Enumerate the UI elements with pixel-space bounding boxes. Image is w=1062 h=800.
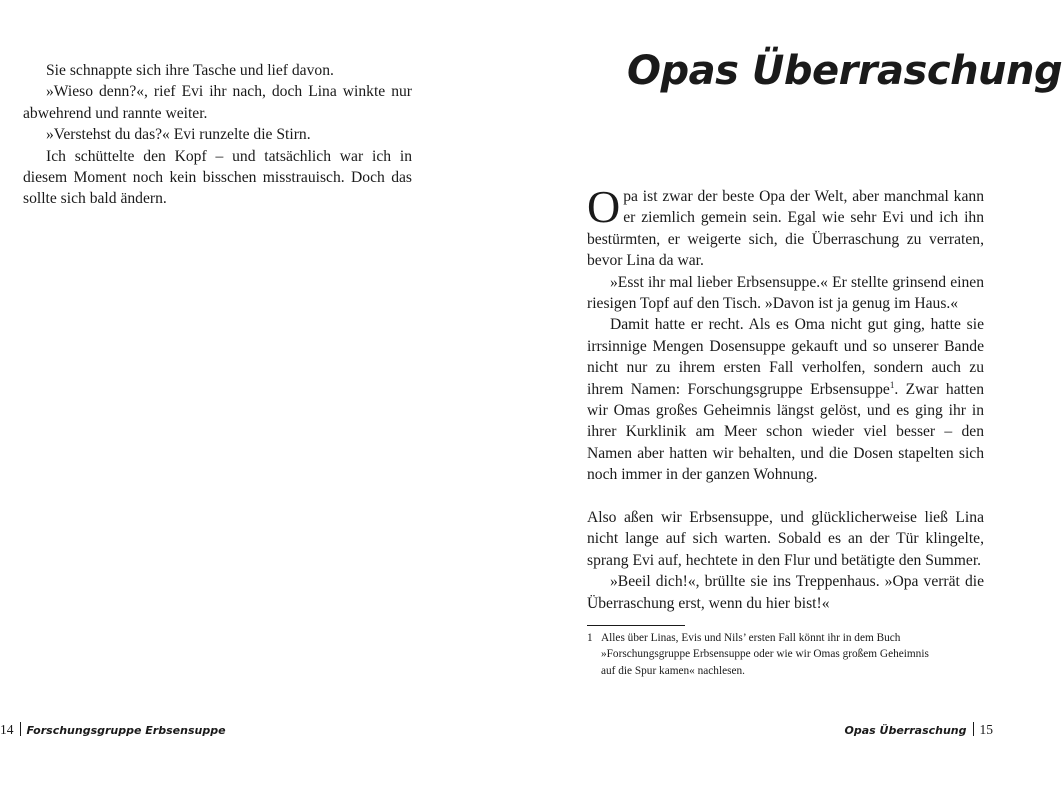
footnote-marker[interactable]: 1 [889, 379, 895, 390]
paragraph-text: pa ist zwar der beste Opa der Welt, aber manchmal kann er ziemlich gemein sein. Egal wie sehr Evi und ich ihn bestürmten, er weigerte sich, die Überraschung zu verraten, bevor Lina da war. [587, 188, 984, 270]
footer-divider [973, 722, 974, 736]
left-page-footer [0, 722, 226, 738]
paragraph: »Wieso denn?«, rief Evi ihr nach, doch Lina winkte nur abwehrend und rannte weiter. [23, 83, 412, 122]
chapter-title: Opas Überraschung [627, 48, 1062, 94]
page-number: 14 [0, 722, 14, 737]
paragraph: Ich schüttelte den Kopf – und tatsächlich war ich in diesem Moment noch kein bisschen misstrauisch. Doch das sollte sich bald ändern. [23, 147, 412, 208]
paragraph [587, 314, 984, 485]
footnote-line: »Forschungsgruppe Erbsensuppe oder wie wir Omas großem Geheimnis [601, 648, 929, 661]
page-number: 15 [979, 722, 993, 737]
running-head: Forschungsgruppe Erbsensuppe [26, 724, 226, 737]
paragraph: Sie schnappte sich ihre Tasche und lief davon. [46, 62, 334, 79]
drop-cap: O [587, 181, 621, 232]
left-page [0, 0, 500, 800]
left-page-text [23, 60, 412, 210]
footnote-line: auf die Spur kamen« nachlesen. [601, 664, 745, 677]
paragraph: Also aßen wir Erbsensuppe, und glücklicherweise ließ Lina nicht lange auf sich warten. Sobald es an der Tür klingelte, sprang Evi auf, hechtete in den Flur und betätigte den Summer. [587, 509, 984, 569]
paragraph-text: Damit hatte er recht. Als es Oma nicht gut ging, hatte sie irrsinnige Mengen Dosensuppe gekauft und so unserer Bande nicht nur zu ihrem ersten Fall verholfen, sondern auch zu ihrem Namen: Forschungsgruppe Erbsensuppe [587, 316, 984, 398]
paragraph: »Beeil dich!«, brüllte sie ins Treppenhaus. »Opa verrät die Überraschung erst, wenn du hier bist!« [587, 573, 984, 612]
paragraph-text: . Zwar hatten wir Omas großes Geheimnis längst gelöst, und es ging ihr in ihrer Kurklinik am Meer schon wieder viel besser – den Namen aber hatten wir behalten, und die Dosen stapelten sich noch immer in der ganzen Wohnung. [587, 380, 984, 484]
paragraph: »Verstehst du das?« Evi runzelte die Stirn. [46, 126, 311, 144]
footnote-rule [587, 625, 685, 626]
right-page-text [587, 181, 984, 614]
paragraph: »Esst ihr mal lieber Erbsensuppe.« Er stellte grinsend einen riesigen Topf auf den Tisch. »Davon ist ja genug im Haus.« [587, 273, 984, 313]
right-page-footer [845, 722, 994, 738]
footnote-line: Alles über Linas, Evis und Nils’ ersten Fall könnt ihr in dem Buch [601, 632, 901, 644]
paragraph [587, 181, 984, 272]
footnote-number: 1 [587, 632, 593, 644]
footer-divider [20, 722, 21, 736]
footnote [587, 630, 967, 679]
running-head: Opas Überraschung [844, 724, 967, 737]
